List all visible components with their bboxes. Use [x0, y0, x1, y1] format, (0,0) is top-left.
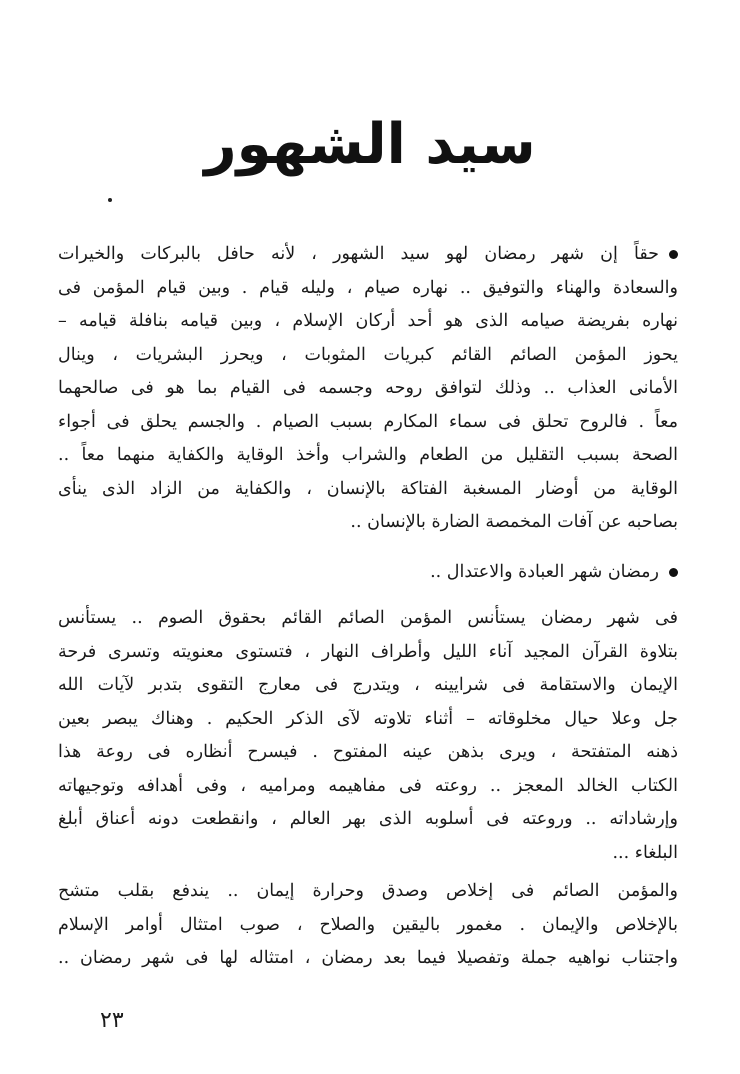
text-line: فى شهر رمضان يستأنس المؤمن الصائم القائم بحقوق الصوم .. يستأنس: [58, 608, 678, 628]
text-line: والمؤمن الصائم فى إخلاص وصدق وحرارة إيمان .. يندفع بقلب متشح: [58, 881, 678, 901]
text-line: واجتناب نواهيه جملة وتفصيلا فيما بعد رمضان ، امتثاله لها فى شهر رمضان ..: [58, 948, 678, 968]
page-number: ٢٣: [100, 1008, 124, 1033]
ink-dot: [108, 198, 112, 202]
paragraph-1: [58, 238, 678, 540]
text-line: يحوز المؤمن الصائم القائم كبريات المثوبات ، ويحرز البشريات ، وينال: [58, 344, 678, 365]
paragraph-2: [58, 556, 678, 590]
text-line: الكتاب الخالد المعجز .. روعته فى مفاهيمه ومراميه ، وفى أهدافه وتوجيهاته: [58, 775, 678, 796]
line-text: رمضان شهر العبادة والاعتدال ..: [430, 562, 659, 582]
bullet-icon: [669, 250, 678, 259]
text-line: بالإخلاص والإيمان . مغمور باليقين والصلاح ، صوب امتثال أوامر الإسلام: [58, 914, 678, 935]
bullet-icon: [669, 568, 678, 577]
text-line: [58, 238, 678, 272]
text-line: الصحة بسبب التقليل من الطعام والشراب وأخذ الوقاية والكفاية منهما معاً ..: [58, 445, 678, 465]
text-line: [58, 556, 678, 590]
text-line: بتلاوة القرآن المجيد آناء الليل وأطراف النهار ، فتستوى معنويته وتسرى فرحة: [58, 641, 678, 662]
text-line: ذهنه المتفتحة ، ويرى بذهن عينه المفتوح . فيسرح أنظاره فى روعة هذا: [58, 742, 678, 762]
text-line: وإرشاداته .. وروعته فى أسلوبه الذى بهر العالم ، وانقطعت دونه أعناق أبلغ: [58, 809, 678, 829]
text-line: جل وعلا حيال مخلوقاته – أثناء تلاوته لآى الذكر الحكيم . وهناك يبصر بعين: [58, 708, 678, 729]
text-line: معاً . فالروح تحلق فى سماء المكارم بسبب الصيام . والجسم يحلق فى أجواء: [58, 411, 678, 432]
text-line: بصاحبه عن آفات المخمصة الضارة بالإنسان ..: [350, 512, 678, 532]
text-line: الإيمان والاستقامة فى شرايينه ، ويتدرج فى معارج التقوى بتدبر لآيات الله: [58, 675, 678, 695]
text-line: الوقاية من أوضار المسغبة الفتاكة بالإنسان ، والكفاية من الزاد الذى ينأى: [58, 478, 678, 499]
text-line: والسعادة والهناء والتوفيق .. نهاره صيام ، وليله قيام . وبين قيام المؤمن فى: [58, 277, 678, 298]
text-line: الأمانى العذاب .. وذلك لتوافق روحه وجسمه فى القيام بما هو فى صالحهما: [58, 378, 678, 398]
page-title: سيد الشهور: [204, 112, 536, 177]
text-line: البلغاء ...: [612, 842, 678, 863]
paragraph-4: [58, 875, 678, 976]
paragraph-3: [58, 602, 678, 870]
line-text: حقاً إن شهر رمضان لهو سيد الشهور ، لأنه حافل بالبركات والخيرات: [58, 244, 659, 264]
text-line: نهاره بفريضة صيامه الذى هو أحد أركان الإسلام ، وبين قيامه بنافلة قيامه –: [58, 311, 678, 331]
